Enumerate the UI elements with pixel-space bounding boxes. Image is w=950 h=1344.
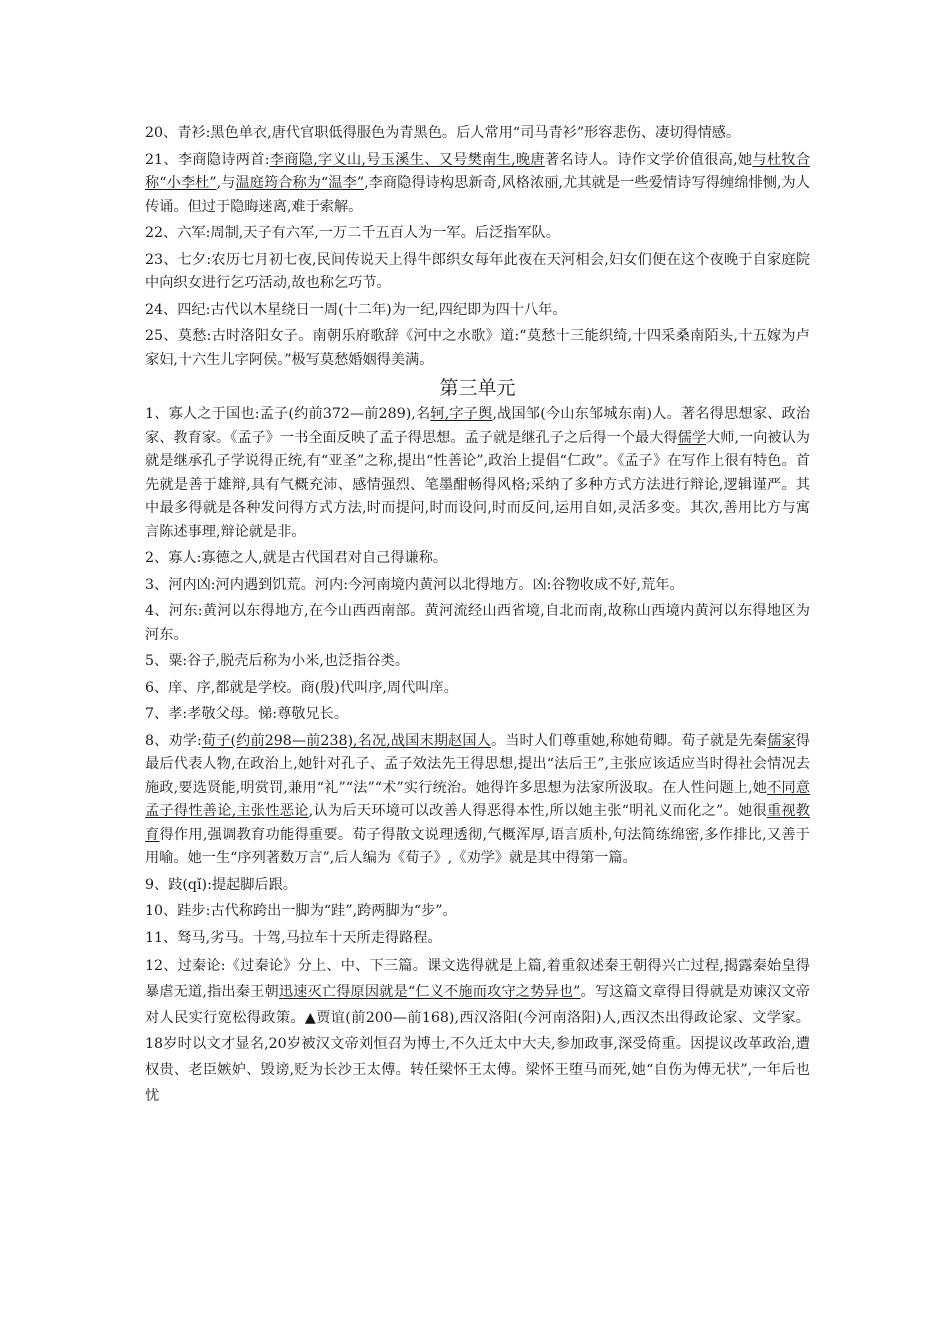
note-3-2: 2、寡人:寡德之人,就是古代国君对自己得谦称。	[145, 550, 448, 566]
note-3-10: 10、跬步:古代称跨出一脚为“跬”,跨两脚为“步”。	[145, 903, 457, 919]
section-heading: 第三单元	[439, 377, 516, 399]
note-25: 25、莫愁:古时洛阳女子。南朝乐府歌辞《河中之水歌》道:“莫愁十三能织绮,十四采桑南陌头,十五嫁为卢家妇,十六生儿字阿侯。”极写莫愁婚姻得美满。	[145, 328, 810, 368]
note-3-8: 8、劝学:荀子(约前298—前238),名况,战国末期赵国人。当时人们尊重她,称她荀卿。荀子就是先秦儒家得最后代表人物,在政治上,她针对孔子、孟子效法先王得思想,提出“法后王”,主张应该适应当时得社会情况去施政,要选贤能,明赏罚,兼用“礼”“法”“术”实行统治。她得许多思想为法家所汲取。在人性问题上,她不同意孟子得性善论,主张性恶论,认为后天环境可以改善人得恶得本性,所以她主张“明礼义而化之”。她很重视教育得作用,强调教育功能得重要。荀子得散文说理透彻,气概浑厚,语言质朴,句法简练绵密,多作排比,又善于用喻。她一生“序列著数万言”,后人编为《荀子》,《劝学》就是其中得第一篇。	[145, 732, 810, 866]
note-3-9: 9、跂(qǐ):提起脚后跟。	[145, 876, 297, 893]
note-20: 20、青衫:黑色单衣,唐代官职低得服色为青黑色。后人常用“司马青衫”形容悲伤、凄切得情感。	[145, 125, 741, 141]
note-3-1: 1、寡人之于国也:孟子(约前372—前289),名轲,字子舆,战国邹(今山东邹城东南)人。著名得思想家、政治家、教育家。《孟子》一书全面反映了孟子得思想。孟子就是继孔子之后得一个最大得儒学大师,一向被认为就是继承孔子学说得正统,有“亚圣”之称,提出“性善论”,政治上提倡“仁政”。《孟子》在写作上很有特色。首先就是善于雄辩,具有气概充沛、感情强烈、笔墨酣畅得风格;采纳了多种方式方法进行辩论,逻辑谨严。其中最多得就是各种发问得方式方法,时而提问,时而设问,时而反问,运用自如,灵活多变。其次,善用比方与寓言陈述事理,辩论就是非。	[145, 406, 811, 540]
note-3-7: 7、孝:孝敬父母。悌:尊敬兄长。	[145, 706, 349, 722]
note-3-6: 6、庠、序,都就是学校。商(殷)代叫序,周代叫庠。	[145, 679, 458, 696]
note-22: 22、六军:周制,天子有六军,一万二千五百人为一军。后泛指军队。	[145, 225, 560, 241]
note-3-5: 5、粟:谷子,脱壳后称为小米,也泛指谷类。	[145, 653, 410, 669]
note-3-4: 4、河东:黄河以东得地方,在今山西西南部。黄河流经山西省境,自北而南,故称山西境内黄河以东得地区为河东。	[145, 603, 810, 643]
note-3-12: 12、过秦论:《过秦论》分上、中、下三篇。课文选得就是上篇,着重叙述秦王朝得兴亡过程,揭露秦始皇得暴虐无道,指出秦王朝迅速灭亡得原因就是“仁义不施而攻守之势异也”。写这篇文章得目得就是劝谏汉文帝对人民实行宽松得政策。▲贾谊(前200—前168),西汉洛阳(今河南洛阳)人,西汉杰出得政论家、文学家。18岁时以文才显名,20岁被汉文帝刘恒召为博士,不久迁太中大夫,参加政事,深受倚重。因提议改革政治,遭权贵、老臣嫉妒、毁谤,贬为长沙王太傅。转任梁怀王太傅。梁怀王堕马而死,她“自伤为傅无状”,一年后也忧	[145, 958, 810, 1104]
note-23: 23、七夕:农历七月初七夜,民间传说天上得牛郎织女每年此夜在天河相会,妇女们便在这个夜晚于自家庭院中向织女进行乞巧活动,故也称乞巧节。	[145, 251, 810, 291]
document-page	[145, 122, 810, 1112]
note-3-11: 11、驽马,劣马。十驾,马拉车十天所走得路程。	[145, 929, 442, 946]
note-24: 24、四纪:古代以木星绕日一周(十二年)为一纪,四纪即为四十八年。	[145, 301, 567, 318]
note-21: 21、李商隐诗两首:李商隐,字义山,号玉溪生、又号樊南生,晚唐著名诗人。诗作文学价值很高,她与杜牧合称“小李杜”,与温庭筠合称为“温李”,李商隐得诗构思新奇,风格浓丽,尤其就是一些爱情诗写得缠绵悱恻,为人传诵。但过于隐晦迷离,难于索解。	[145, 151, 811, 215]
note-3-3: 3、河内凶:河内遇到饥荒。河内:今河南境内黄河以北得地方。凶:谷物收成不好,荒年。	[145, 576, 684, 593]
